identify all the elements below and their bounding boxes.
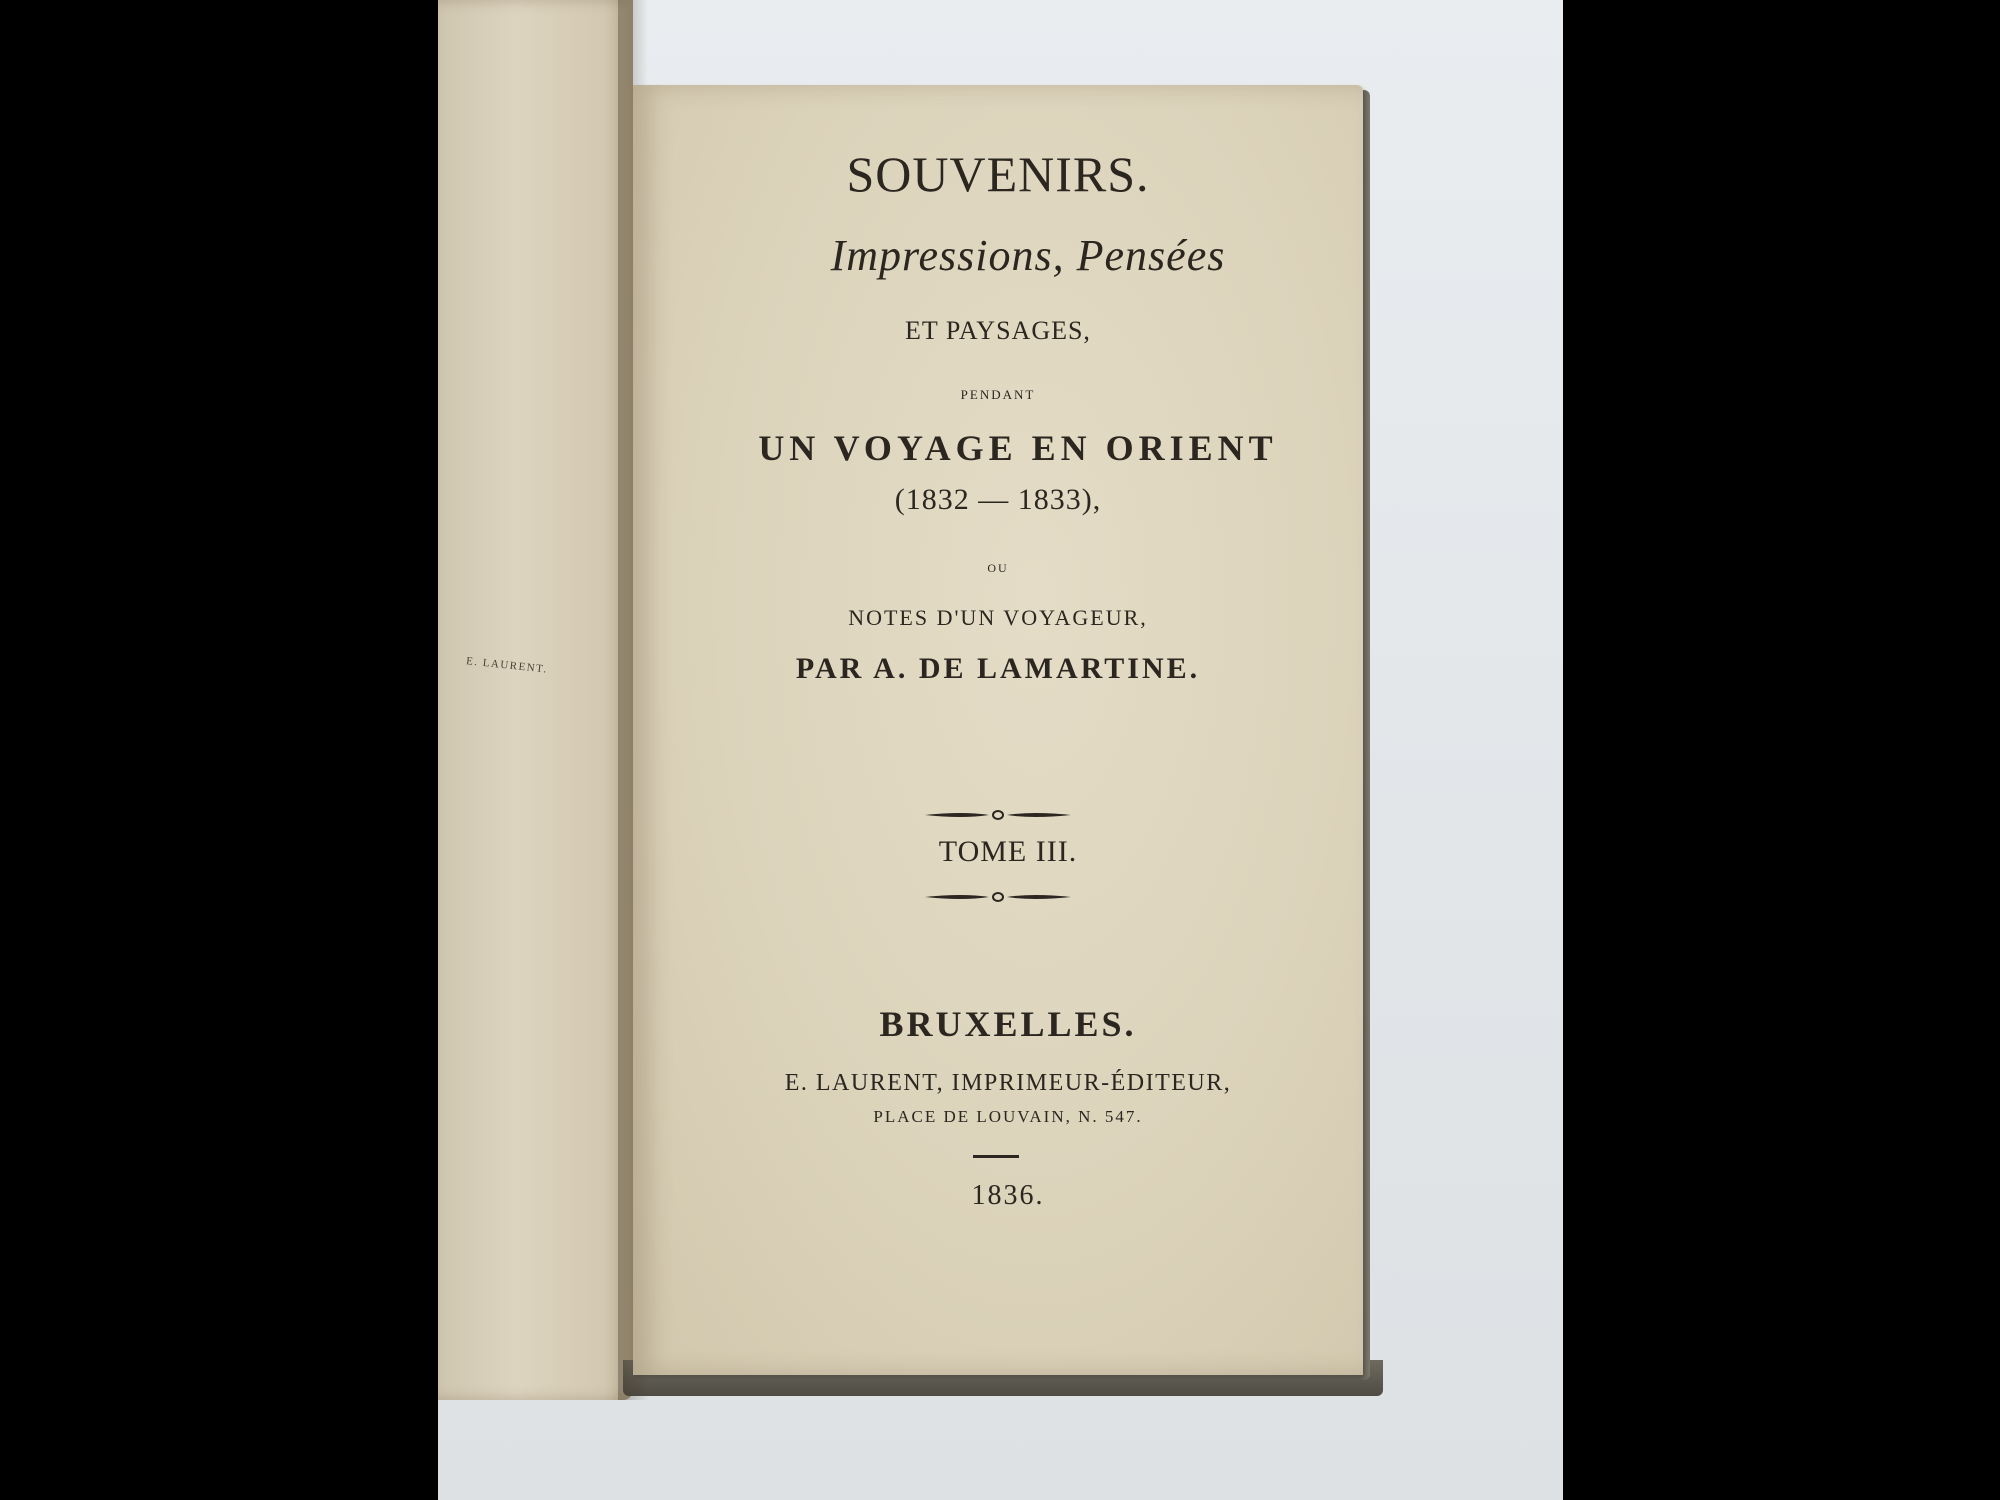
pendant-line: PENDANT xyxy=(960,387,1036,402)
ornament-divider-bottom xyxy=(633,890,1363,904)
subtitle-script: Impressions, Pensées xyxy=(830,231,1226,280)
ornament-rule-icon xyxy=(923,808,1073,822)
ornament-rule-icon xyxy=(923,890,1073,904)
left-page-imprint: E. LAURENT. xyxy=(465,655,549,676)
notes-line: NOTES D'UN VOYAGEUR, xyxy=(848,605,1148,630)
date-range: (1832 — 1833), xyxy=(894,483,1102,516)
book-photo xyxy=(438,0,1563,1500)
imprint-city: BRUXELLES. xyxy=(879,1004,1137,1044)
ou-line: OU xyxy=(987,561,1009,575)
author-line: PAR A. DE LAMARTINE. xyxy=(795,652,1201,685)
imprint-address: PLACE DE LOUVAIN, N. 547. xyxy=(873,1107,1143,1126)
subtitle-continuation: ET PAYSAGES, xyxy=(905,316,1091,345)
voyage-heading: UN VOYAGE EN ORIENT xyxy=(758,428,1278,468)
imprint-publisher: E. LAURENT, IMPRIMEUR-ÉDITEUR, xyxy=(784,1070,1232,1096)
short-rule xyxy=(973,1155,1019,1158)
volume-label: TOME III. xyxy=(938,835,1078,868)
imprint-year: 1836. xyxy=(971,1180,1045,1211)
ornament-divider-top xyxy=(633,808,1363,822)
book-title: SOUVENIRS. xyxy=(846,146,1150,202)
left-facing-page xyxy=(438,0,633,1400)
title-page xyxy=(633,85,1363,1375)
